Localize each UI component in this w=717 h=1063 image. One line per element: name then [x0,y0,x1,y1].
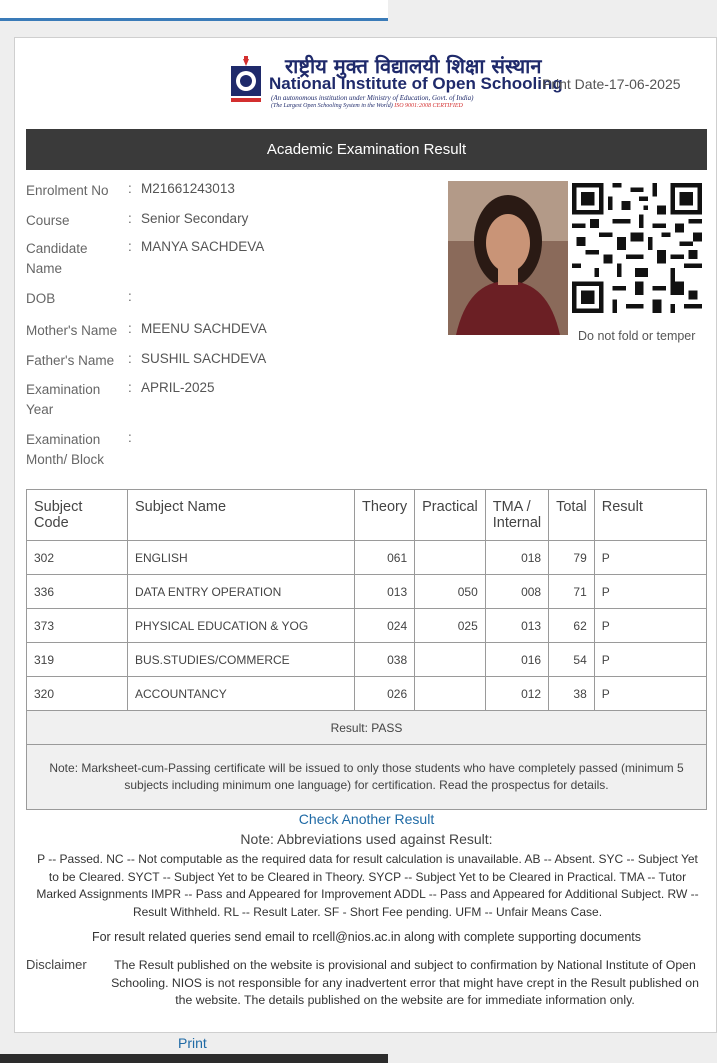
table-cell: P [594,541,706,575]
enrolment-label: Enrolment No [26,183,109,198]
table-cell: 302 [27,541,128,575]
dob-label: DOB [26,291,56,306]
table-cell: 54 [549,643,595,677]
table-row [27,541,707,575]
col-subject-code: Subject Code [27,490,128,541]
table-row [27,575,707,609]
result-card [14,37,717,1033]
nios-emblem-icon [229,56,265,104]
logo-tagline-text: (The Largest Open Schooling System in the World) [271,103,393,109]
candidate-photo [448,181,568,335]
table-cell: 62 [549,609,595,643]
table-cell: 71 [549,575,595,609]
table-cell: 016 [485,643,548,677]
exam-year-label: Examination Year [26,382,101,417]
top-strip [0,0,388,21]
disclaimer-label: Disclaimer [26,957,87,972]
table-cell: 024 [355,609,415,643]
colon: : [128,430,132,445]
table-row [27,609,707,643]
father-name-value: SUSHIL SACHDEVA [141,351,267,366]
mother-name-label: Mother's Name [26,323,118,338]
print-link[interactable]: Print [178,1035,207,1051]
logo-institute-name [269,74,563,94]
colon: : [128,351,132,366]
candidate-name-value: MANYA SACHDEVA [141,239,265,254]
page-title: Academic Examination Result [26,129,707,170]
table-cell: P [594,643,706,677]
disclaimer-text: The Result published on the website is provisional and subject to confirmation by National Institute of Open Schooling. NIOS is not responsible for any inadvertent error that might have crept in the Result published on the website. The details published on the website are for immediate information only. [111,958,699,1007]
table-cell: 025 [415,609,486,643]
table-cell: P [594,609,706,643]
table-cell: 050 [415,575,486,609]
table-cell: PHYSICAL EDUCATION & YOG [128,609,355,643]
table-header-row [27,490,707,541]
abbreviations-text: P -- Passed. NC -- Not computable as the required data for result calculation is unavailable. AB -- Absent. SYC -- Subject Yet to be Cleared. SYCT -- Subject Yet to be Cleared in Theory. SYCP -- Subject Yet to be Cleared in Practical. TMA -- Tutor Marked Assignments IMPR -- Pass and Appeared for Improvement ADDL -- Pass and Appeared for Additional Subject. RW -- Result Withheld. RL -- Result Later. SF - Short Fee pending. UFM -- Unfair Means Case. [36,852,699,919]
table-cell: 038 [355,643,415,677]
table-cell: ENGLISH [128,541,355,575]
table-row [27,677,707,711]
colon: : [128,211,132,226]
enrolment-value: M21661243013 [141,181,235,196]
abbreviations-title: Note: Abbreviations used against Result: [240,831,493,847]
logo-hindi-text: राष्ट्रीय मुक्त विद्यालयी शिक्षा संस्थान [285,54,542,78]
table-cell: 018 [485,541,548,575]
father-name-label: Father's Name [26,353,115,368]
col-practical: Practical [415,490,486,541]
certificate-note: Note: Marksheet-cum-Passing certificate will be issued to only those students who have completely passed (minimum 5 subjects including minimum one language) for certification. Read the prospectus for details. [27,745,707,810]
table-cell: DATA ENTRY OPERATION [128,575,355,609]
table-cell: P [594,677,706,711]
check-another-result-link[interactable]: Check Another Result [298,811,435,827]
table-cell [415,541,486,575]
logo-tagline [271,103,463,109]
candidate-photo-image [448,181,568,335]
col-tma-internal: TMA / Internal [485,490,548,541]
table-cell: 008 [485,575,548,609]
bottom-bar [0,1054,388,1063]
table-cell: 061 [355,541,415,575]
qr-code-icon [572,183,702,313]
table-cell: P [594,575,706,609]
logo-name-part2: Open Schooling [432,74,563,93]
col-subject-name: Subject Name [128,490,355,541]
course-label: Course [26,213,70,228]
table-cell: BUS.STUDIES/COMMERCE [128,643,355,677]
table-cell: 319 [27,643,128,677]
result-table [26,489,707,810]
table-cell: 336 [27,575,128,609]
table-cell: 012 [485,677,548,711]
logo-iso-text: ISO 9001:2008 CERTIFIED [394,103,463,109]
colon: : [128,181,132,196]
course-value: Senior Secondary [141,211,249,226]
exam-month-label: Examination Month/ Block [26,432,105,467]
col-theory: Theory [355,490,415,541]
candidate-name-label: Candidate Name [26,241,88,276]
colon: : [128,321,132,336]
certificate-note-row [27,745,707,810]
table-cell: 373 [27,609,128,643]
result-summary: Result: PASS [27,711,707,745]
logo-name-part1: National Institute of [269,74,433,93]
result-summary-row [27,711,707,745]
table-cell [415,677,486,711]
mother-name-value: MEENU SACHDEVA [141,321,267,336]
table-cell: ACCOUNTANCY [128,677,355,711]
print-date: Print Date-17-06-2025 [542,76,681,92]
table-cell [415,643,486,677]
colon: : [128,239,132,254]
exam-year-value: APRIL-2025 [141,380,215,395]
table-body [27,541,707,810]
colon: : [128,380,132,395]
col-total: Total [549,490,595,541]
table-cell: 026 [355,677,415,711]
col-result: Result [594,490,706,541]
colon: : [128,289,132,304]
table-cell: 013 [485,609,548,643]
table-cell: 013 [355,575,415,609]
table-cell: 38 [549,677,595,711]
table-cell: 79 [549,541,595,575]
table-row [27,643,707,677]
fold-note: Do not fold or temper [578,329,696,343]
nios-logo [229,52,563,112]
table-cell: 320 [27,677,128,711]
logo-subtitle: (An autonomous institution under Ministry of Education, Govt. of India) [271,94,474,102]
queries-note: For result related queries send email to rcell@nios.ac.in along with complete supporting documents [91,930,642,944]
